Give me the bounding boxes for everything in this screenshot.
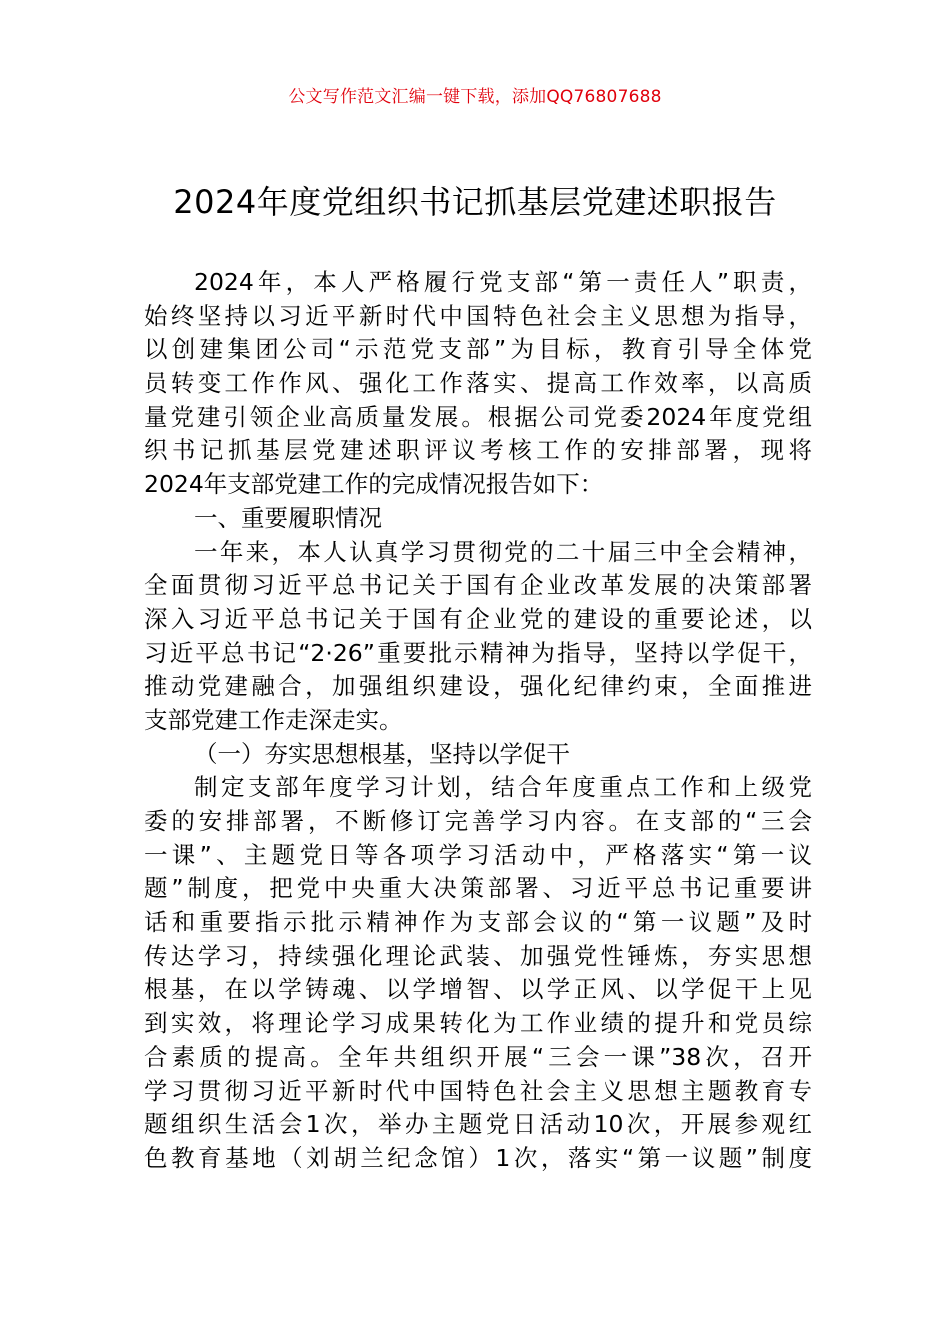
- download-watermark: 公文写作范文汇编一键下载，添加QQ76807688: [288, 87, 662, 107]
- paragraph-line: 以创建集团公司“示范党支部”为目标，教育引导全体党: [144, 335, 812, 364]
- paragraph-line: 合素质的提高。全年共组织开展“三会一课”38次，召开: [144, 1042, 812, 1071]
- paragraph-line: 到实效，将理论学习成果转化为工作业绩的提升和党员综: [144, 1009, 812, 1038]
- paragraph-line: 题组织生活会1次，举办主题党日活动10次，开展参观红: [144, 1110, 812, 1139]
- paragraph-line: 量党建引领企业高质量发展。根据公司党委2024年度党组: [144, 402, 812, 431]
- paragraph-line: 推动党建融合，加强组织建设，强化纪律约束，全面推进: [144, 672, 812, 701]
- paragraph-line: 传达学习，持续强化理论武装、加强党性锤炼，夯实思想: [144, 941, 812, 970]
- paragraph-line: 根基，在以学铸魂、以学增智、以学正风、以学促干上见: [144, 975, 812, 1004]
- paragraph-line: 制定支部年度学习计划，结合年度重点工作和上级党: [194, 773, 812, 802]
- document-title: 2024年度党组织书记抓基层党建述职报告: [173, 183, 777, 221]
- paragraph-line: 支部党建工作走深走实。: [144, 705, 403, 734]
- section-heading: 一、重要履职情况: [194, 503, 382, 532]
- subsection-heading: （一）夯实思想根基，坚持以学促干: [194, 739, 570, 768]
- paragraph-line: 一年来，本人认真学习贯彻党的二十届三中全会精神，: [194, 537, 812, 566]
- paragraph-line: 学习贯彻习近平新时代中国特色社会主义思想主题教育专: [144, 1076, 812, 1105]
- paragraph-line: 习近平总书记“2·26”重要批示精神为指导，坚持以学促干，: [144, 638, 812, 667]
- paragraph-line: 2024年，本人严格履行党支部“第一责任人”职责，: [194, 268, 812, 296]
- paragraph-line: 员转变工作作风、强化工作落实、提高工作效率，以高质: [144, 369, 812, 398]
- paragraph-line: 一课”、主题党日等各项学习活动中，严格落实“第一议: [144, 840, 812, 869]
- document-body: [144, 266, 812, 1176]
- paragraph-line: 始终坚持以习近平新时代中国特色社会主义思想为指导，: [144, 301, 812, 330]
- paragraph-line: 色教育基地（刘胡兰纪念馆）1次，落实“第一议题”制度: [144, 1143, 812, 1172]
- paragraph-line: 全面贯彻习近平总书记关于国有企业改革发展的决策部署: [144, 571, 812, 600]
- paragraph-line: 委的安排部署，不断修订完善学习内容。在支部的“三会: [144, 807, 812, 835]
- paragraph-line: 题”制度，把党中央重大决策部署、习近平总书记重要讲: [144, 874, 812, 903]
- paragraph-line: 话和重要指示批示精神作为支部会议的“第一议题”及时: [144, 908, 812, 937]
- paragraph-line: 深入习近平总书记关于国有企业党的建设的重要论述，以: [144, 604, 812, 633]
- paragraph-line: 2024年支部党建工作的完成情况报告如下：: [144, 470, 604, 499]
- paragraph-line: 织书记抓基层党建述职评议考核工作的安排部署，现将: [144, 436, 812, 465]
